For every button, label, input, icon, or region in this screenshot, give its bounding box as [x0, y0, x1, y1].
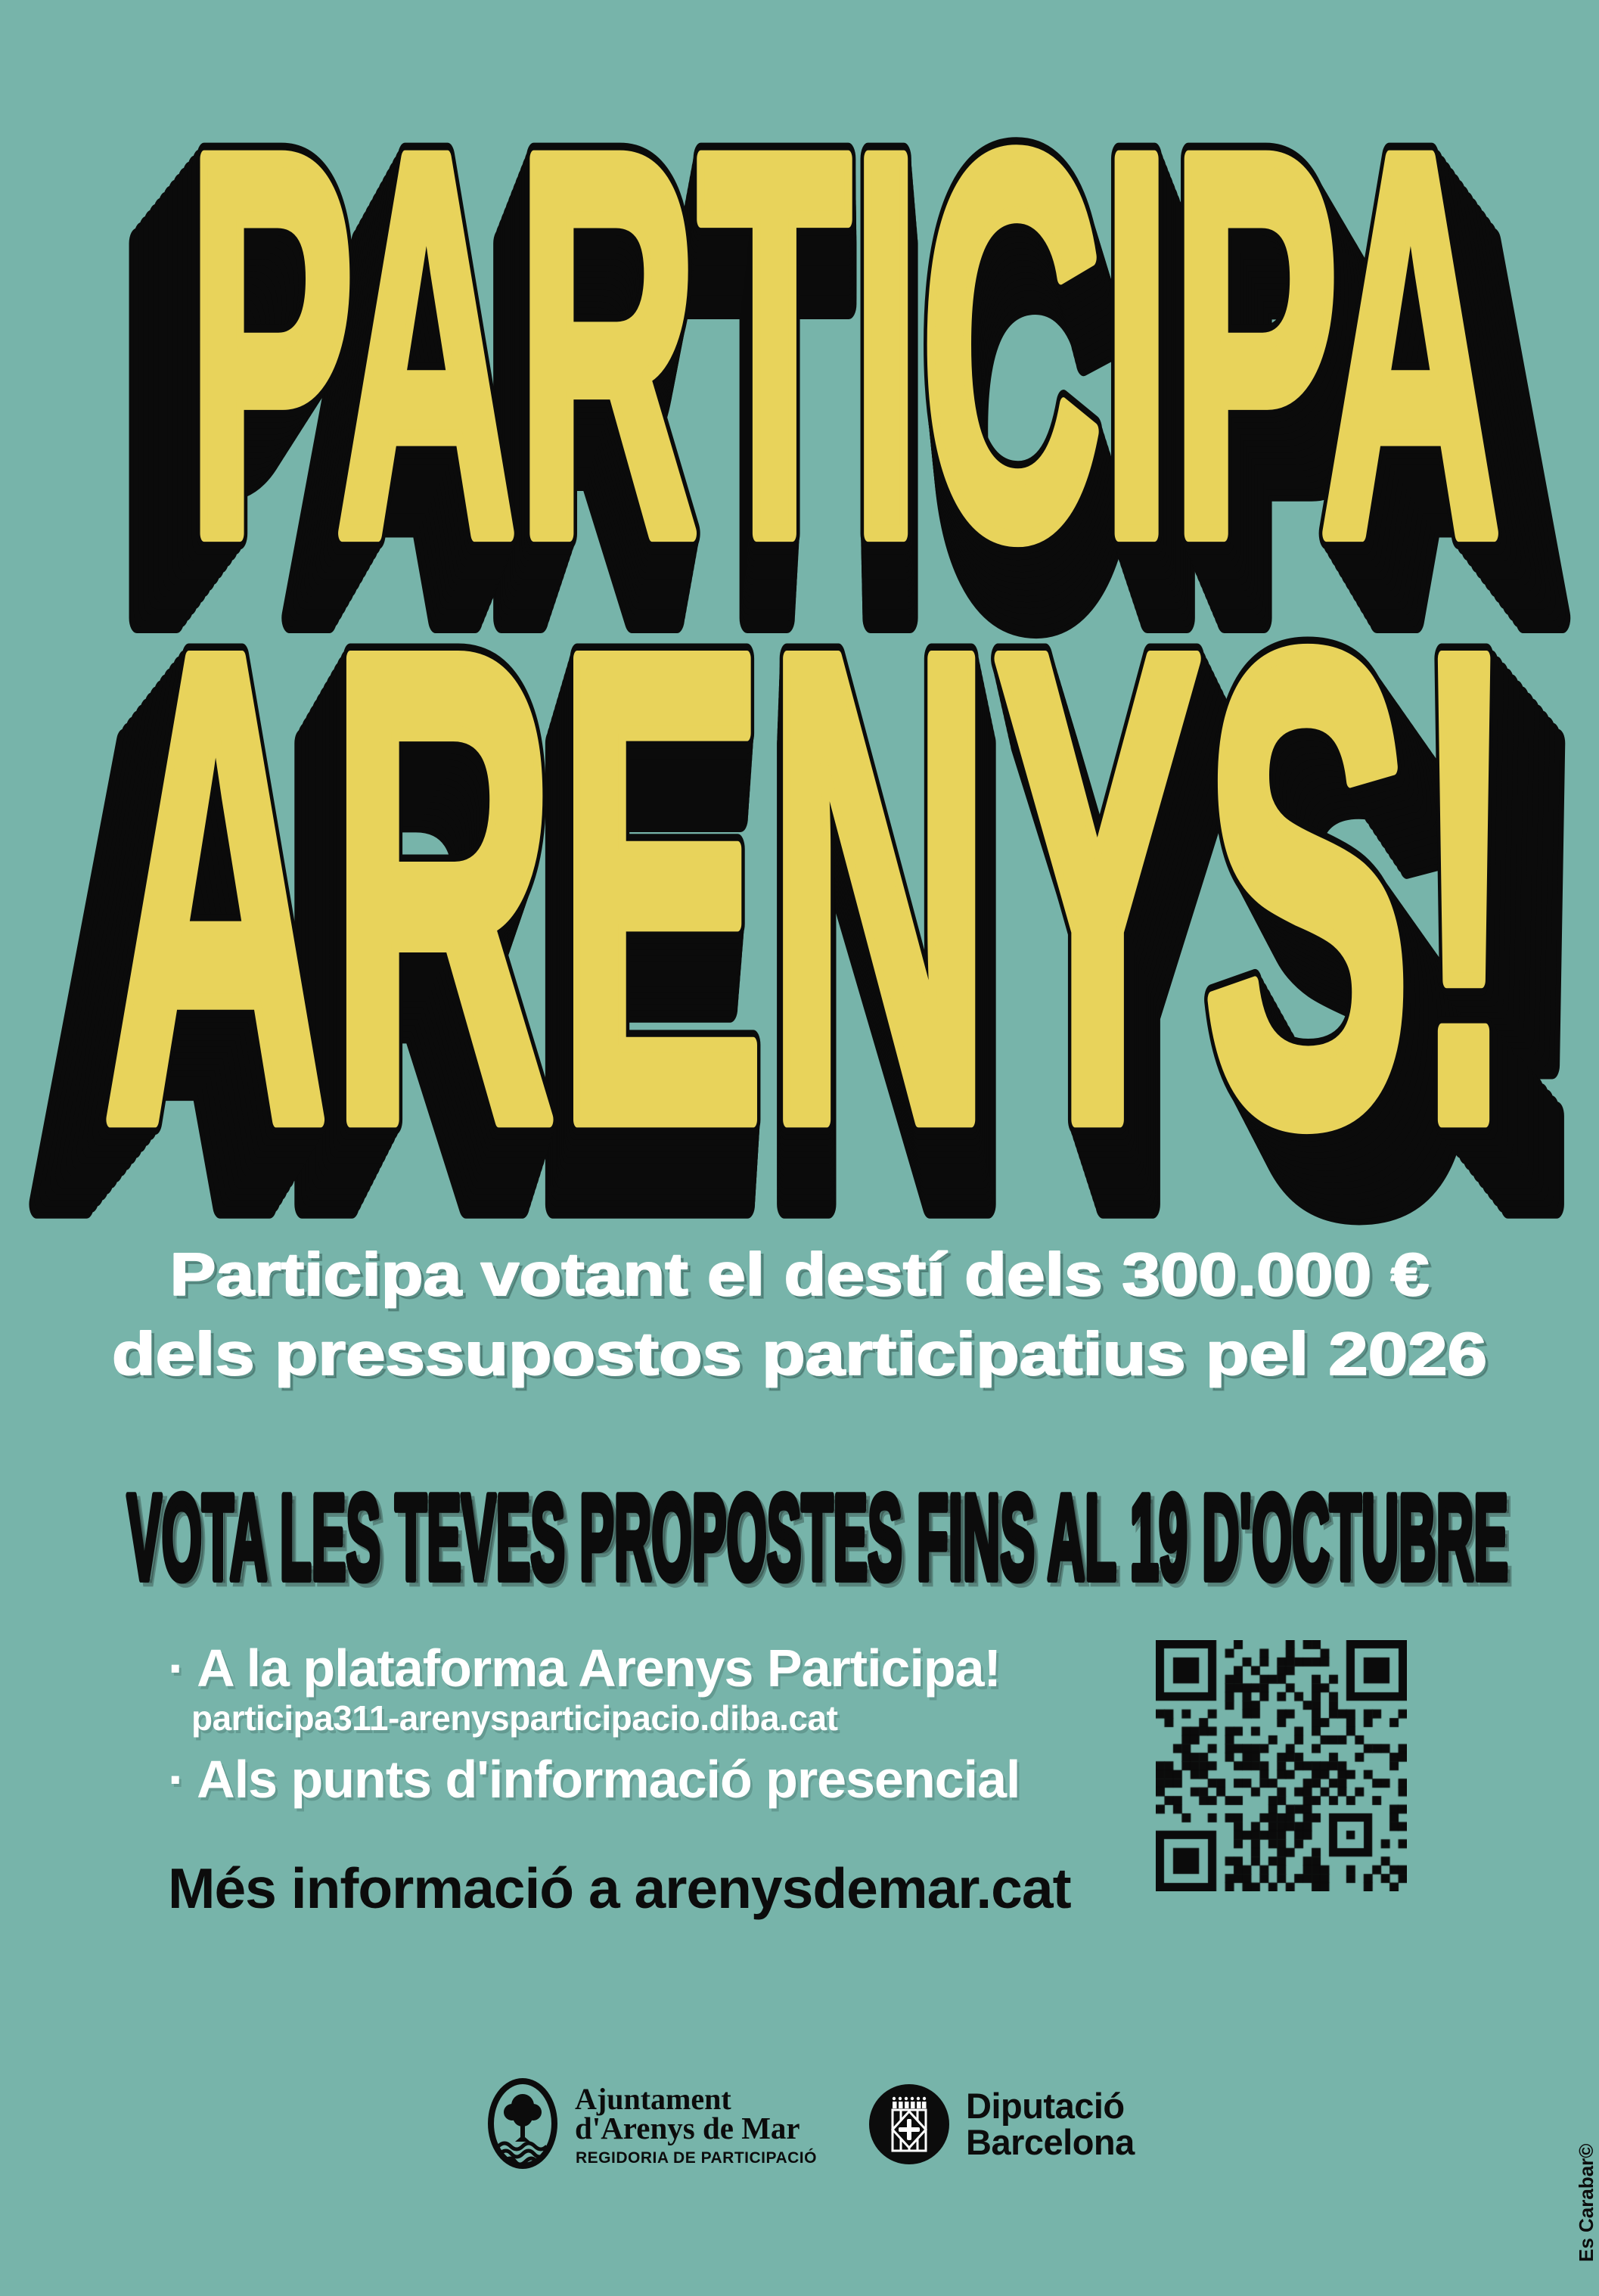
title-line2	[0, 613, 1599, 1226]
ajuntament-crest-icon	[486, 2077, 559, 2170]
ajuntament-name-line2: d'Arenys de Mar	[575, 2111, 800, 2145]
deadline-banner	[0, 1479, 1599, 1608]
subtitle-line2-face	[112, 1320, 1487, 1387]
studio-credit: Es Carabar©	[1575, 2143, 1597, 2262]
subtitle	[0, 1226, 1599, 1422]
qr-code-icon	[1156, 1640, 1407, 1891]
diputacio-name-line1: Diputació	[966, 2086, 1125, 2126]
more-info-text: Més informació a arenysdemar.cat	[168, 1856, 1071, 1920]
deadline-banner-face	[127, 1469, 1508, 1605]
diputacio-name	[966, 2088, 1135, 2161]
ajuntament-department: REGIDORIA DE PARTICIPACIÓ	[576, 2149, 817, 2167]
bullet-platform: · A la plataforma Arenys Participa!	[168, 1639, 1001, 1698]
bullet-platform-url: participa311-arenysparticipacio.diba.cat	[191, 1698, 838, 1738]
bullet-inperson: · Als punts d'informació presencial	[168, 1750, 1020, 1809]
ajuntament-name-line1: Ajuntament	[575, 2082, 731, 2116]
diputacio-name-line2: Barcelona	[966, 2122, 1135, 2162]
diputacio-emblem-icon	[869, 2084, 949, 2164]
subtitle-line1-face	[170, 1241, 1430, 1308]
title-line2-face	[102, 513, 1517, 1262]
